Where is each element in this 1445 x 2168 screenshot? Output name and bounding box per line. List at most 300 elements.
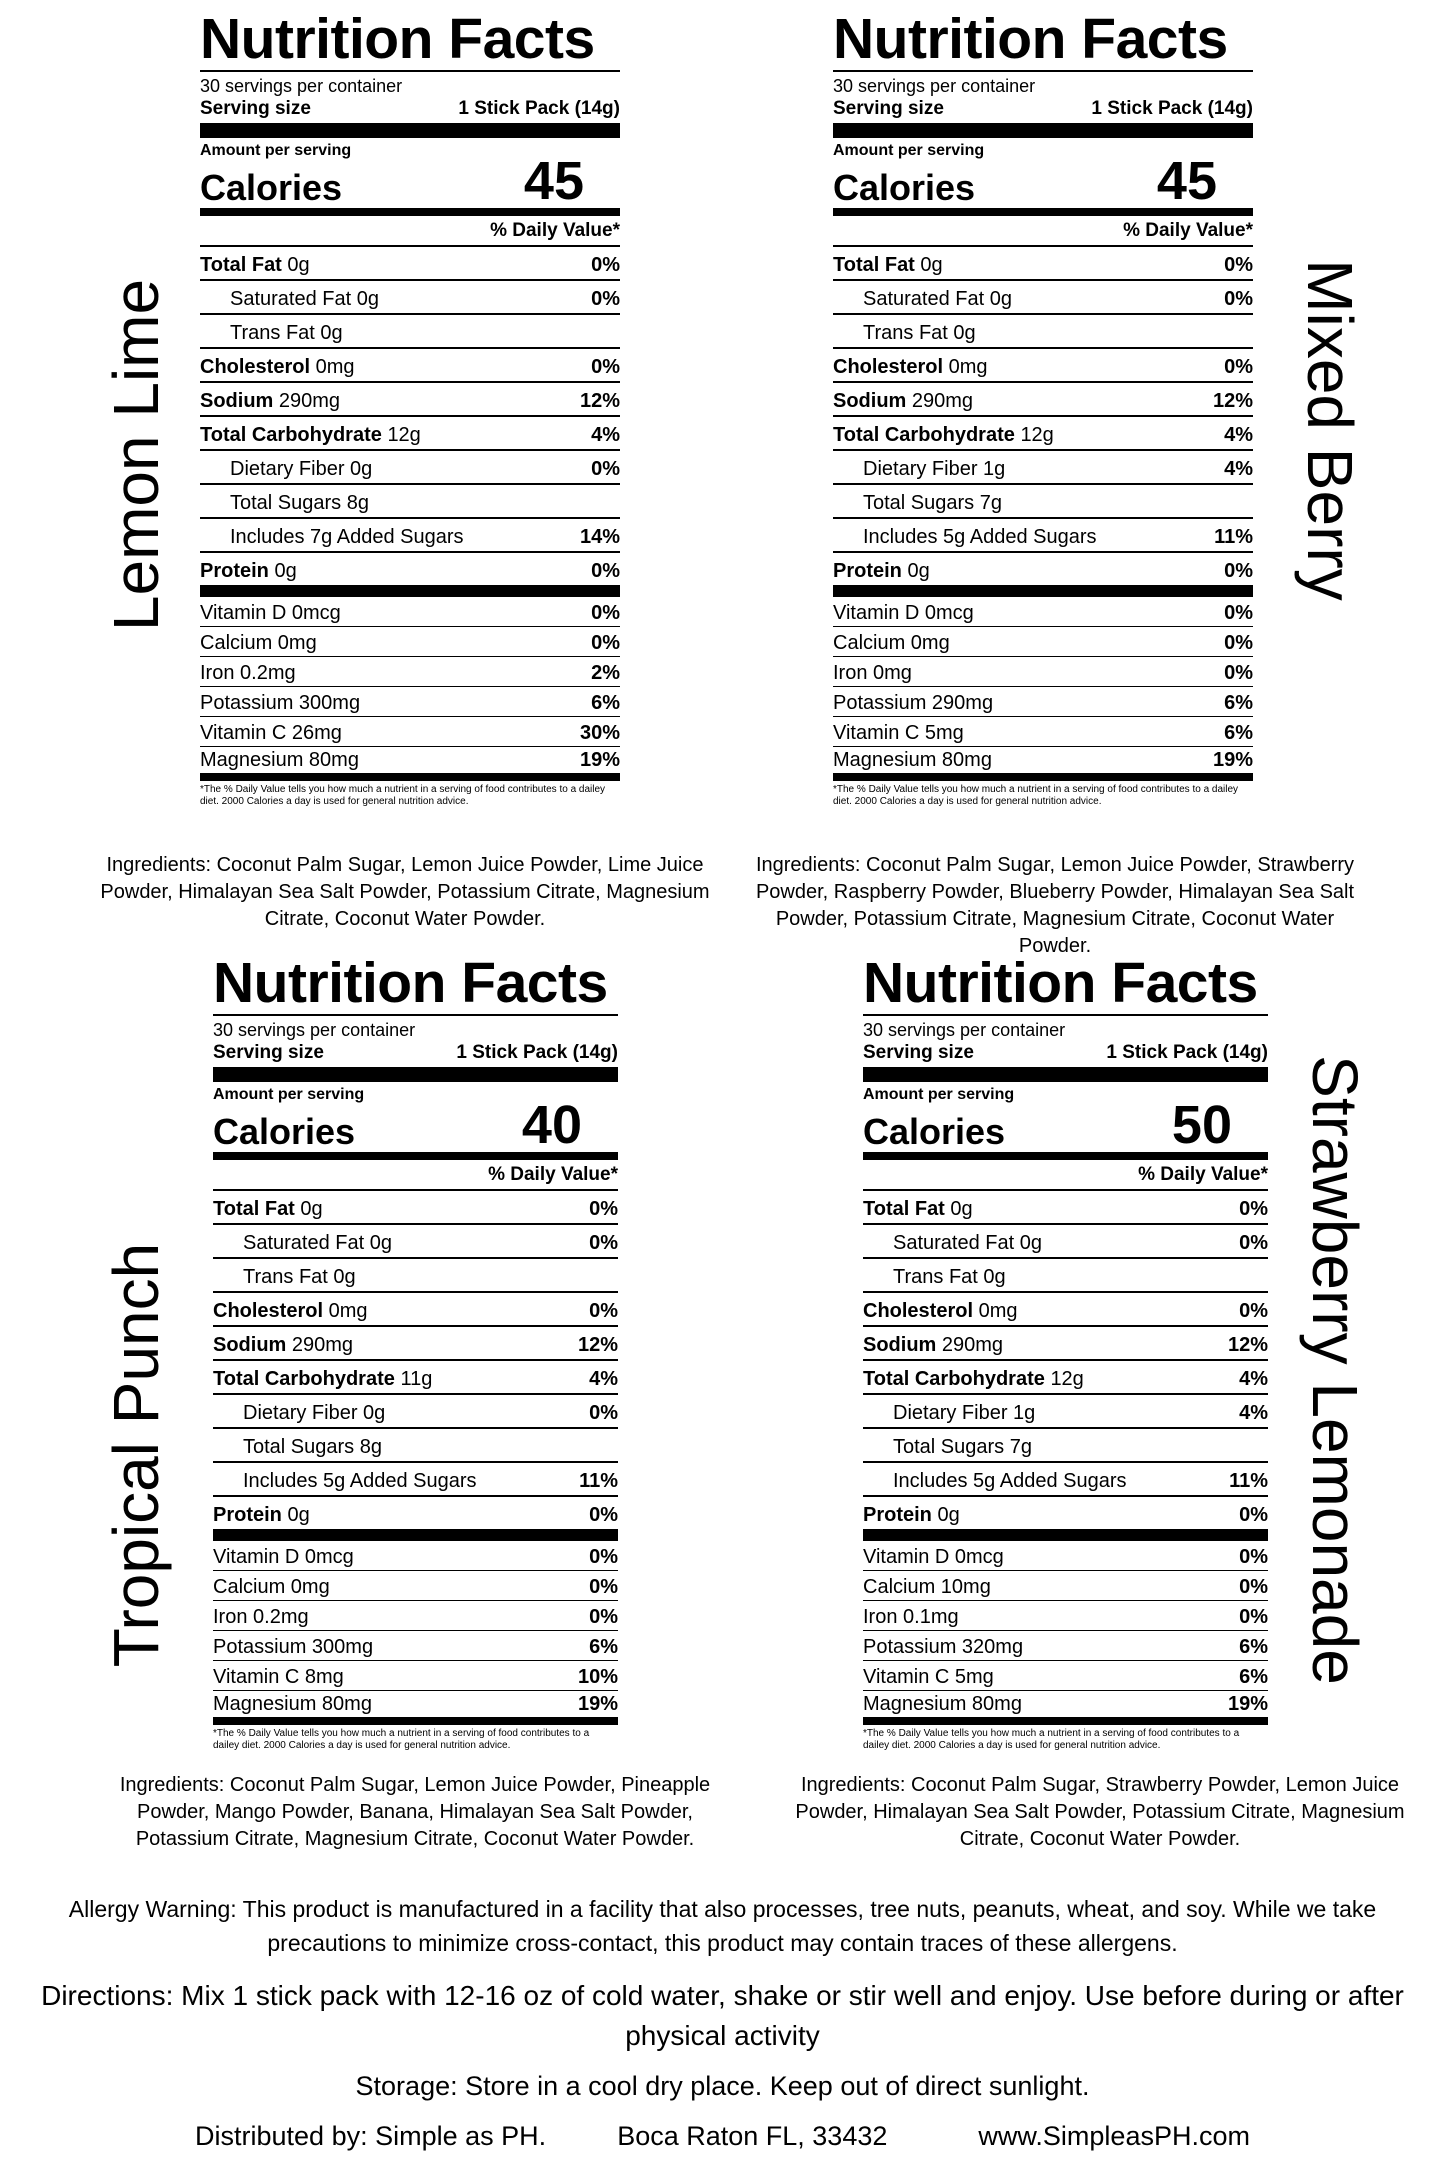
nutrient-amount: 8g — [346, 492, 369, 514]
vitamin-row — [213, 1541, 618, 1571]
nutrient-name — [863, 1368, 1084, 1390]
flavor-lemon-lime: Lemon Lime — [100, 278, 172, 632]
nutrient-name — [213, 1300, 368, 1322]
nutrient-name — [200, 254, 310, 276]
nutrient-amount: 12g — [1050, 1368, 1084, 1390]
nutrition-facts-title: Nutrition Facts — [200, 8, 620, 72]
nutrient-daily-value: 0% — [591, 254, 620, 276]
nutrient-row — [833, 315, 1253, 349]
flavor-mixed-berry: Mixed Berry — [1294, 259, 1366, 601]
nutrient-name — [213, 1470, 477, 1492]
vitamin-row — [200, 627, 620, 657]
vitamin-row — [200, 687, 620, 717]
distributor-line — [0, 2116, 1445, 2156]
vitamin-daily-value: 0% — [1239, 1606, 1268, 1628]
vitamin-daily-value: 0% — [1224, 602, 1253, 624]
nutrient-label: Trans Fat — [893, 1266, 978, 1288]
serving-size-value: 1 Stick Pack (14g) — [1091, 98, 1253, 119]
nutrient-row — [863, 1259, 1268, 1293]
daily-value-footnote: *The % Daily Value tells you how much a nutrient in a serving of food contributes to a dailey diet. 2000 Calories a day is used for general nutrition advice. — [863, 1728, 1240, 1751]
vitamin-daily-value: 30% — [579, 722, 620, 744]
vitamin-name: Calcium 0mg — [833, 632, 950, 654]
vitamin-row — [213, 1631, 618, 1661]
nutrient-label: Total Fat — [213, 1198, 295, 1220]
nutrient-amount: 0mg — [328, 1300, 368, 1322]
nutrient-daily-value: 0% — [1239, 1232, 1268, 1254]
nutrient-amount: 0g — [907, 560, 930, 582]
nutrient-label: Dietary Fiber — [863, 458, 978, 480]
ingredients-tropical-punch: Ingredients: Coconut Palm Sugar, Lemon Juice Powder, Pineapple Powder, Mango Powder, Banana, Himalayan Sea Salt Powder, Potassium Citrate, Magnesium Citrate, Coconut Water Powder. — [119, 1774, 711, 1850]
nutrient-amount: 0g — [983, 1266, 1006, 1288]
nutrient-name — [833, 254, 943, 276]
nutrient-name — [833, 322, 976, 344]
nutrient-row — [213, 1361, 618, 1395]
nutrient-row — [833, 349, 1253, 383]
nutrient-amount: 0g — [274, 560, 297, 582]
nutrient-row — [213, 1395, 618, 1429]
amount-per-serving: Amount per serving — [863, 1086, 1015, 1103]
daily-value-header: % Daily Value* — [863, 1160, 1268, 1191]
nutrient-label: Includes 5g Added Sugars — [893, 1470, 1127, 1492]
vitamin-row — [833, 627, 1253, 657]
nutrient-name — [213, 1402, 385, 1424]
vitamin-daily-value: 6% — [1239, 1636, 1268, 1658]
calories-value: 45 — [523, 151, 584, 211]
nutrient-row — [863, 1361, 1268, 1395]
nutrient-amount: 0g — [287, 254, 310, 276]
serving-size-row — [863, 1041, 1268, 1082]
nutrient-amount: 7g — [1009, 1436, 1032, 1458]
vitamin-row — [833, 717, 1253, 747]
nutrient-row — [200, 451, 620, 485]
vitamin-daily-value: 6% — [591, 692, 620, 714]
vitamin-daily-value: 2% — [591, 662, 620, 684]
daily-value-header: % Daily Value* — [200, 216, 620, 247]
nutrient-row — [200, 519, 620, 553]
vitamin-row — [200, 597, 620, 627]
nutrient-label: Includes 5g Added Sugars — [243, 1470, 477, 1492]
nutrient-label: Protein — [833, 560, 902, 582]
vitamin-name: Vitamin D 0mcg — [863, 1546, 1004, 1568]
nutrient-row — [200, 417, 620, 451]
vitamin-daily-value: 0% — [591, 632, 620, 654]
vitamin-daily-value: 19% — [1212, 749, 1253, 771]
nutrient-row — [833, 553, 1253, 597]
distributor: Distributed by: Simple as PH. — [195, 2121, 547, 2151]
vitamin-name: Vitamin C 5mg — [863, 1666, 994, 1688]
vitamin-row — [833, 657, 1253, 687]
vitamin-list — [863, 1541, 1268, 1725]
nutrient-row — [863, 1191, 1268, 1225]
vitamin-name: Potassium 290mg — [833, 692, 994, 714]
nutrient-label: Protein — [863, 1504, 932, 1526]
nutrient-label: Saturated Fat — [230, 288, 352, 310]
vitamin-row — [833, 597, 1253, 627]
amount-per-serving: Amount per serving — [213, 1086, 365, 1103]
nutrient-label: Trans Fat — [230, 322, 315, 344]
nutrient-amount: 12g — [387, 424, 421, 446]
nutrient-row — [213, 1293, 618, 1327]
nutrient-daily-value: 0% — [591, 560, 620, 582]
nutrient-row — [833, 417, 1253, 451]
nutrition-label-mixed-berry — [833, 8, 1253, 808]
nutrient-amount: 8g — [359, 1436, 382, 1458]
vitamin-row — [863, 1601, 1268, 1631]
servings-per-container: 30 servings per container — [200, 76, 403, 96]
nutrition-facts-title: Nutrition Facts — [213, 952, 618, 1016]
nutrient-daily-value: 0% — [1239, 1198, 1268, 1220]
nutrient-label: Protein — [213, 1504, 282, 1526]
calories-row — [833, 151, 1253, 216]
nutrient-daily-value: 0% — [589, 1300, 618, 1322]
vitamin-name: Iron 0.1mg — [863, 1606, 959, 1628]
nutrient-label: Sodium — [833, 390, 907, 412]
nutrient-daily-value: 0% — [1224, 288, 1253, 310]
nutrient-amount: 7g — [979, 492, 1002, 514]
nutrient-row — [200, 485, 620, 519]
nutrient-daily-value: 4% — [1239, 1402, 1268, 1424]
daily-value-header: % Daily Value* — [833, 216, 1253, 247]
nutrient-name — [200, 458, 372, 480]
vitamin-name: Potassium 320mg — [863, 1636, 1024, 1658]
nutrient-label: Sodium — [200, 390, 274, 412]
nutrient-daily-value: 4% — [589, 1368, 618, 1390]
nutrient-daily-value: 0% — [591, 288, 620, 310]
vitamin-daily-value: 0% — [1224, 632, 1253, 654]
vitamin-daily-value: 19% — [577, 1693, 618, 1715]
ingredients-lemon-lime: Ingredients: Coconut Palm Sugar, Lemon Juice Powder, Lime Juice Powder, Himalayan Sea Salt Powder, Potassium Citrate, Magnesium Citrate, Coconut Water Powder. — [100, 854, 710, 930]
vitamin-name: Magnesium 80mg — [863, 1693, 1022, 1715]
nutrient-label: Total Carbohydrate — [213, 1368, 395, 1390]
vitamin-daily-value: 19% — [1227, 1693, 1268, 1715]
nutrient-label: Cholesterol — [863, 1300, 974, 1322]
vitamin-row — [200, 657, 620, 687]
nutrient-name — [213, 1504, 310, 1526]
nutrient-label: Dietary Fiber — [243, 1402, 358, 1424]
servings-per-container: 30 servings per container — [863, 1020, 1066, 1040]
nutrient-label: Cholesterol — [213, 1300, 324, 1322]
nutrient-daily-value: 4% — [1224, 424, 1253, 446]
nutrient-row — [200, 281, 620, 315]
nutrient-amount: 0g — [320, 322, 343, 344]
nutrition-label-lemon-lime — [200, 8, 620, 808]
vitamin-row — [200, 717, 620, 747]
vitamin-row — [213, 1601, 618, 1631]
nutrient-name — [213, 1266, 356, 1288]
nutrient-label: Cholesterol — [833, 356, 944, 378]
nutrient-daily-value: 11% — [1229, 1470, 1268, 1492]
nutrient-daily-value: 12% — [1227, 1334, 1268, 1356]
vitamin-daily-value: 0% — [591, 602, 620, 624]
nutrient-row — [213, 1429, 618, 1463]
nutrient-daily-value: 0% — [1239, 1504, 1268, 1526]
nutrient-amount: 0g — [350, 458, 373, 480]
nutrient-row — [200, 349, 620, 383]
vitamin-daily-value: 0% — [589, 1606, 618, 1628]
nutrient-amount: 0g — [363, 1402, 386, 1424]
nutrient-daily-value: 0% — [589, 1504, 618, 1526]
vitamin-row — [213, 1661, 618, 1691]
vitamin-daily-value: 6% — [1224, 692, 1253, 714]
nutrient-row — [213, 1191, 618, 1225]
nutrient-name — [863, 1198, 973, 1220]
calories-label: Calories — [863, 1111, 1006, 1152]
nutrient-daily-value: 0% — [589, 1198, 618, 1220]
nutrient-amount: 0g — [356, 288, 379, 310]
flavor-strawberry-lemonade: Strawberry Lemonade — [1299, 1055, 1371, 1685]
ingredients-mixed-berry: Ingredients: Coconut Palm Sugar, Lemon Juice Powder, Strawberry Powder, Raspberry Powder, Blueberry Powder, Himalayan Sea Salt Powder, Potassium Citrate, Magnesium Citrate, Coconut Water Powder. — [755, 854, 1355, 957]
nutrient-amount: 0g — [300, 1198, 323, 1220]
amount-per-serving: Amount per serving — [200, 142, 352, 159]
vitamin-daily-value: 0% — [1239, 1546, 1268, 1568]
nutrient-amount: 0g — [369, 1232, 392, 1254]
servings-per-container: 30 servings per container — [833, 76, 1036, 96]
serving-size-value: 1 Stick Pack (14g) — [456, 1042, 618, 1063]
nutrient-daily-value: 0% — [1224, 356, 1253, 378]
serving-size-value: 1 Stick Pack (14g) — [1106, 1042, 1268, 1063]
nutrient-label: Total Sugars — [243, 1436, 355, 1458]
vitamin-name: Iron 0.2mg — [200, 662, 296, 684]
nutrient-label: Includes 5g Added Sugars — [863, 526, 1097, 548]
nutrient-list — [200, 247, 620, 597]
nutrient-name — [213, 1334, 353, 1356]
nutrient-amount: 0g — [287, 1504, 310, 1526]
nutrient-label: Dietary Fiber — [230, 458, 345, 480]
nutrient-row — [863, 1429, 1268, 1463]
nutrient-row — [863, 1395, 1268, 1429]
calories-label: Calories — [833, 167, 976, 208]
calories-value: 45 — [1156, 151, 1217, 211]
nutrient-daily-value: 0% — [589, 1402, 618, 1424]
vitamin-list — [833, 597, 1253, 781]
vitamin-list — [200, 597, 620, 781]
nutrient-daily-value: 12% — [579, 390, 620, 412]
storage: Storage: Store in a cool dry place. Keep out of direct sunlight. — [355, 2071, 1090, 2101]
vitamin-name: Calcium 0mg — [213, 1576, 330, 1598]
nutrient-name — [863, 1470, 1127, 1492]
nutrient-name — [213, 1198, 323, 1220]
nutrient-row — [863, 1327, 1268, 1361]
vitamin-daily-value: 19% — [579, 749, 620, 771]
nutrient-amount: 0g — [937, 1504, 960, 1526]
nutrient-label: Total Sugars — [230, 492, 342, 514]
nutrient-name — [863, 1436, 1032, 1458]
nutrient-label: Sodium — [863, 1334, 937, 1356]
nutrient-name — [200, 288, 379, 310]
nutrient-label: Dietary Fiber — [893, 1402, 1008, 1424]
serving-size-label: Serving size — [200, 98, 311, 119]
nutrient-row — [200, 247, 620, 281]
vitamin-row — [200, 747, 620, 781]
nutrient-label: Total Fat — [863, 1198, 945, 1220]
serving-size-row — [213, 1041, 618, 1082]
ingredients-strawberry-lemonade: Ingredients: Coconut Palm Sugar, Strawberry Powder, Lemon Juice Powder, Himalayan Sea Salt Powder, Potassium Citrate, Magnesium Citrate, Coconut Water Powder. — [795, 1774, 1405, 1850]
nutrient-label: Total Carbohydrate — [833, 424, 1015, 446]
vitamin-name: Iron 0mg — [833, 662, 912, 684]
vitamin-name: Magnesium 80mg — [833, 749, 992, 771]
nutrient-row — [863, 1293, 1268, 1327]
nutrient-name — [863, 1402, 1035, 1424]
nutrient-list — [213, 1191, 618, 1541]
nutrient-label: Cholesterol — [200, 356, 311, 378]
serving-size-value: 1 Stick Pack (14g) — [458, 98, 620, 119]
nutrient-label: Trans Fat — [243, 1266, 328, 1288]
nutrient-name — [833, 356, 988, 378]
serving-size-row — [833, 97, 1253, 138]
daily-value-footnote: *The % Daily Value tells you how much a nutrient in a serving of food contributes to a dailey diet. 2000 Calories a day is used for general nutrition advice. — [833, 784, 1239, 807]
nutrient-label: Total Carbohydrate — [863, 1368, 1045, 1390]
amount-per-serving: Amount per serving — [833, 142, 985, 159]
vitamin-name: Vitamin D 0mcg — [213, 1546, 354, 1568]
calories-row — [213, 1095, 618, 1160]
nutrient-amount: 1g — [983, 458, 1006, 480]
nutrient-daily-value: 4% — [1239, 1368, 1268, 1390]
vitamin-name: Calcium 0mg — [200, 632, 317, 654]
nutrient-row — [200, 383, 620, 417]
servings-per-container: 30 servings per container — [213, 1020, 416, 1040]
vitamin-name: Magnesium 80mg — [213, 1693, 372, 1715]
vitamin-daily-value: 6% — [1239, 1666, 1268, 1688]
vitamin-daily-value: 6% — [589, 1636, 618, 1658]
calories-row — [200, 151, 620, 216]
nutrient-row — [863, 1225, 1268, 1259]
nutrient-amount: 0mg — [978, 1300, 1018, 1322]
nutrient-row — [833, 383, 1253, 417]
nutrient-daily-value: 12% — [1212, 390, 1253, 412]
nutrient-name — [863, 1504, 960, 1526]
nutrient-row — [213, 1497, 618, 1541]
vitamin-name: Calcium 10mg — [863, 1576, 991, 1598]
nutrient-name — [833, 424, 1054, 446]
serving-size-label: Serving size — [833, 98, 944, 119]
directions: Directions: Mix 1 stick pack with 12-16 oz of cold water, shake or stir well and enjoy. Use before during or after physical activity — [41, 1980, 1404, 2051]
nutrient-daily-value: 11% — [1214, 526, 1253, 548]
serving-size-row — [200, 97, 620, 138]
vitamin-name: Vitamin C 5mg — [833, 722, 964, 744]
nutrient-label: Total Fat — [200, 254, 282, 276]
nutrient-daily-value: 14% — [579, 526, 620, 548]
nutrient-row — [200, 553, 620, 597]
nutrient-amount: 290mg — [941, 1334, 1004, 1356]
vitamin-name: Magnesium 80mg — [200, 749, 359, 771]
nutrient-row — [213, 1259, 618, 1293]
nutrient-label: Total Sugars — [863, 492, 975, 514]
nutrient-daily-value: 0% — [1224, 254, 1253, 276]
daily-value-footnote: *The % Daily Value tells you how much a nutrient in a serving of food contributes to a dailey diet. 2000 Calories a day is used for general nutrition advice. — [213, 1728, 590, 1751]
nutrient-name — [863, 1232, 1042, 1254]
nutrient-name — [833, 492, 1002, 514]
vitamin-row — [863, 1661, 1268, 1691]
nutrient-name — [833, 458, 1005, 480]
nutrient-row — [833, 281, 1253, 315]
vitamin-daily-value: 0% — [1239, 1576, 1268, 1598]
nutrient-row — [213, 1225, 618, 1259]
nutrient-label: Saturated Fat — [893, 1232, 1015, 1254]
nutrient-name — [213, 1232, 392, 1254]
vitamin-name: Vitamin D 0mcg — [833, 602, 974, 624]
nutrient-list — [833, 247, 1253, 597]
vitamin-daily-value: 0% — [589, 1576, 618, 1598]
nutrient-row — [833, 247, 1253, 281]
daily-value-footnote: *The % Daily Value tells you how much a nutrient in a serving of food contributes to a dailey diet. 2000 Calories a day is used for general nutrition advice. — [200, 784, 606, 807]
nutrient-name — [863, 1300, 1018, 1322]
vitamin-row — [213, 1691, 618, 1725]
vitamin-name: Vitamin C 8mg — [213, 1666, 344, 1688]
vitamin-daily-value: 0% — [1224, 662, 1253, 684]
nutrient-name — [863, 1266, 1006, 1288]
vitamin-row — [863, 1541, 1268, 1571]
nutrient-label: Total Sugars — [893, 1436, 1005, 1458]
calories-label: Calories — [213, 1111, 356, 1152]
nutrient-daily-value: 0% — [1224, 560, 1253, 582]
nutrient-daily-value: 0% — [591, 356, 620, 378]
calories-label: Calories — [200, 167, 343, 208]
nutrient-row — [213, 1327, 618, 1361]
nutrient-label: Trans Fat — [863, 322, 948, 344]
nutrient-daily-value: 0% — [591, 458, 620, 480]
nutrient-label: Protein — [200, 560, 269, 582]
nutrient-amount: 11g — [400, 1368, 433, 1390]
nutrient-label: Saturated Fat — [863, 288, 985, 310]
nutrient-daily-value: 4% — [591, 424, 620, 446]
website-link[interactable]: www.SimpleasPH.com — [978, 2121, 1250, 2151]
nutrient-list — [863, 1191, 1268, 1541]
nutrient-row — [213, 1463, 618, 1497]
nutrient-name — [200, 424, 421, 446]
nutrient-label: Includes 7g Added Sugars — [230, 526, 464, 548]
nutrient-amount: 290mg — [278, 390, 341, 412]
vitamin-list — [213, 1541, 618, 1725]
address: Boca Raton FL, 33432 — [617, 2121, 888, 2151]
nutrient-name — [833, 560, 930, 582]
nutrient-row — [200, 315, 620, 349]
nutrient-label: Saturated Fat — [243, 1232, 365, 1254]
nutrient-amount: 0g — [1019, 1232, 1042, 1254]
nutrient-amount: 0mg — [948, 356, 988, 378]
nutrient-label: Total Carbohydrate — [200, 424, 382, 446]
vitamin-row — [863, 1571, 1268, 1601]
vitamin-row — [863, 1631, 1268, 1661]
vitamin-row — [863, 1691, 1268, 1725]
nutrient-name — [833, 526, 1097, 548]
nutrient-label: Total Fat — [833, 254, 915, 276]
nutrition-label-tropical-punch — [213, 952, 618, 1752]
vitamin-row — [213, 1571, 618, 1601]
nutrient-daily-value: 4% — [1224, 458, 1253, 480]
nutrient-amount: 290mg — [911, 390, 974, 412]
nutrient-name — [200, 390, 340, 412]
nutrient-amount: 290mg — [291, 1334, 354, 1356]
allergy-warning: Allergy Warning: This product is manufactured in a facility that also processes, tree nuts, peanuts, wheat, and soy. While we take precautions to minimize cross-contact, this product may contain traces of these allergens. — [68, 1896, 1377, 1956]
flavor-tropical-punch: Tropical Punch — [100, 1242, 172, 1668]
nutrient-daily-value: 0% — [589, 1232, 618, 1254]
vitamin-row — [833, 687, 1253, 717]
calories-row — [863, 1095, 1268, 1160]
nutrient-name — [200, 322, 343, 344]
nutrient-amount: 0g — [989, 288, 1012, 310]
vitamin-name: Vitamin D 0mcg — [200, 602, 341, 624]
nutrient-name — [200, 526, 464, 548]
nutrient-row — [863, 1497, 1268, 1541]
nutrient-row — [833, 485, 1253, 519]
calories-value: 40 — [521, 1095, 582, 1155]
vitamin-name: Potassium 300mg — [213, 1636, 374, 1658]
nutrient-amount: 0mg — [315, 356, 355, 378]
nutrient-daily-value: 11% — [579, 1470, 618, 1492]
nutrient-daily-value: 0% — [1239, 1300, 1268, 1322]
daily-value-header: % Daily Value* — [213, 1160, 618, 1191]
vitamin-name: Potassium 300mg — [200, 692, 361, 714]
